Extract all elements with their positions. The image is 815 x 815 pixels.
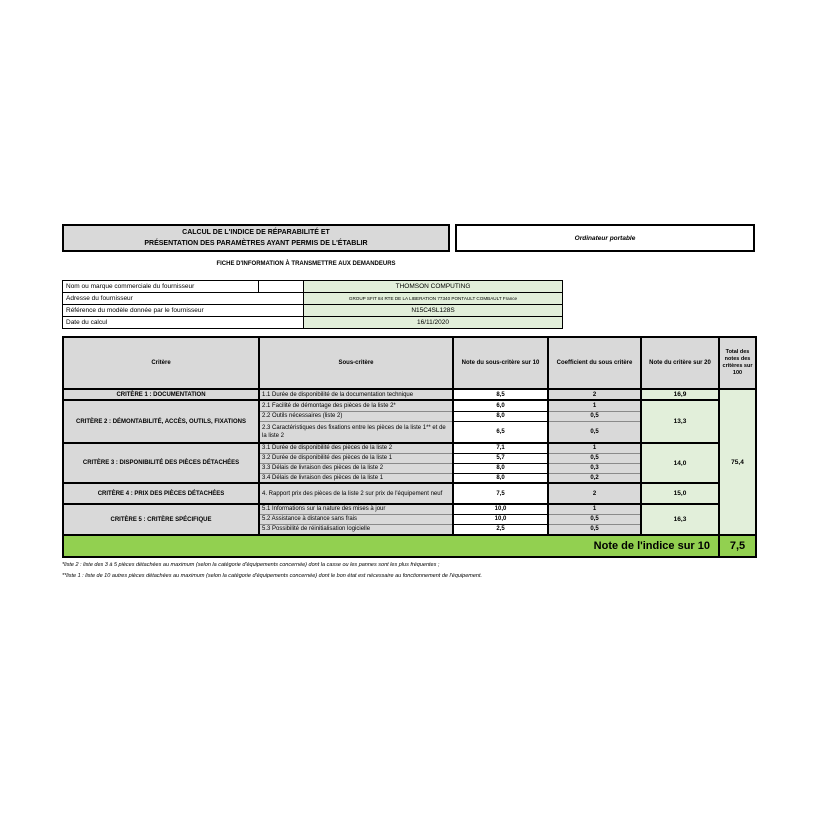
- criterion-score-cell: 13,3: [641, 400, 719, 443]
- document-title-line1: CALCUL DE L'INDICE DE RÉPARABILITÉ ET: [182, 229, 330, 236]
- score-table: [62, 336, 757, 558]
- subcriterion-label-cell: 1.1 Durée de disponibilité de la documentation technique: [259, 389, 453, 400]
- subcriterion-note-cell: 10,0: [453, 504, 548, 514]
- subcriterion-note-cell: 8,0: [453, 411, 548, 421]
- document-title-box: [62, 224, 450, 252]
- footnote-liste2: *liste 2 : liste des 3 à 5 pièces détachées au maximum (selon la catégorie d'équipements concernée) dont la casse ou les pannes sont les plus fréquentes ;: [62, 562, 440, 568]
- final-score-value: 7,5: [719, 535, 756, 557]
- coefficient-cell: 1: [548, 504, 641, 514]
- supplier-address-value: GROUP SFIT 84 RTE DE LA LIBERATION 77340 PONTAULT COMBAULT France: [304, 293, 563, 305]
- coefficient-cell: 1: [548, 400, 641, 411]
- coefficient-cell: 1: [548, 443, 641, 453]
- table-row: [63, 400, 756, 411]
- subcriterion-note-cell: 6,5: [453, 421, 548, 443]
- final-score-label: Note de l'indice sur 10: [63, 535, 719, 557]
- coefficient-cell: 0,2: [548, 473, 641, 483]
- table-row: [63, 389, 756, 400]
- supplier-address-label: Adresse du fournisseur: [63, 293, 304, 305]
- subcriterion-label-cell: 3.2 Durée de disponibilité des pièces de la liste 1: [259, 453, 453, 463]
- subcriterion-label-cell: 2.2 Outils nécessaires (liste 2): [259, 411, 453, 421]
- calculation-date-row: [63, 317, 563, 329]
- model-reference-value: N15C4SL128S: [304, 305, 563, 317]
- subcriterion-note-cell: 6,0: [453, 400, 548, 411]
- subcriterion-label-cell: 4. Rapport prix des pièces de la liste 2 sur prix de l'équipement neuf: [259, 483, 453, 504]
- subcriterion-label-cell: 3.4 Délais de livraison des pièces de la liste 1: [259, 473, 453, 483]
- footnote-liste1: **liste 1 : liste de 10 autres pièces détachées au maximum (selon la catégorie d'équipements concernée) dont le bon état est nécessaire au fonctionnement de l'équipement.: [62, 573, 483, 579]
- subcriterion-note-cell: 10,0: [453, 514, 548, 524]
- subcriterion-note-cell: 8,5: [453, 389, 548, 400]
- table-row: [63, 443, 756, 453]
- criterion-name-cell: CRITÈRE 2 : DÉMONTABILITÉ, ACCÈS, OUTILS, FIXATIONS: [63, 400, 259, 443]
- subcriterion-note-cell: 8,0: [453, 463, 548, 473]
- subcriterion-note-cell: 8,0: [453, 473, 548, 483]
- spacer-cell: [259, 281, 304, 293]
- supplier-info-table: [62, 280, 563, 329]
- supplier-address-row: [63, 293, 563, 305]
- document-title-line2: PRÉSENTATION DES PARAMÈTRES AYANT PERMIS DE L'ÉTABLIR: [144, 240, 368, 247]
- subcriterion-note-cell: 7,1: [453, 443, 548, 453]
- model-reference-row: [63, 305, 563, 317]
- calculation-date-value: 16/11/2020: [304, 317, 563, 329]
- score-table-header-row: [63, 337, 756, 389]
- subcriterion-label-cell: 2.1 Facilité de démontage des pièces de la liste 2*: [259, 400, 453, 411]
- subcriterion-note-cell: 5,7: [453, 453, 548, 463]
- col-header-sous-critere: Sous-critère: [259, 337, 453, 389]
- supplier-name-row: [63, 281, 563, 293]
- final-index-row: [63, 535, 756, 557]
- model-reference-label: Référence du modèle donnée par le fournisseur: [63, 305, 304, 317]
- product-type-label: Ordinateur portable: [574, 234, 636, 242]
- footnotes: [62, 560, 762, 582]
- criterion-score-cell: 14,0: [641, 443, 719, 483]
- supplier-name-label: Nom ou marque commerciale du fournisseur: [63, 281, 259, 293]
- criterion-score-cell: 15,0: [641, 483, 719, 504]
- col-header-total-sur-100: Total des notes des critères sur 100: [719, 337, 756, 389]
- criterion-name-cell: CRITÈRE 5 : CRITÈRE SPÉCIFIQUE: [63, 504, 259, 535]
- subcriterion-note-cell: 7,5: [453, 483, 548, 504]
- subcriterion-label-cell: 2.3 Caractéristiques des fixations entre les pièces de la liste 1** et de la liste 2: [259, 421, 453, 443]
- subcriterion-label-cell: 5.1 Informations sur la nature des mises à jour: [259, 504, 453, 514]
- coefficient-cell: 0,5: [548, 514, 641, 524]
- criterion-score-cell: 16,3: [641, 504, 719, 535]
- criterion-name-cell: CRITÈRE 1 : DOCUMENTATION: [63, 389, 259, 400]
- supplier-name-value: THOMSON COMPUTING: [304, 281, 563, 293]
- subcriterion-note-cell: 2,5: [453, 524, 548, 535]
- product-type-box: [455, 224, 755, 252]
- calculation-date-label: Date du calcul: [63, 317, 304, 329]
- document-subtitle: FICHE D'INFORMATION À TRANSMETTRE AUX DEMANDEURS: [216, 261, 396, 267]
- col-header-critere: Critère: [63, 337, 259, 389]
- subcriterion-label-cell: 5.3 Possibilité de réinitialisation logicielle: [259, 524, 453, 535]
- coefficient-cell: 0,5: [548, 524, 641, 535]
- total-score-cell: 75,4: [719, 389, 756, 535]
- coefficient-cell: 0,5: [548, 421, 641, 443]
- subcriterion-label-cell: 3.1 Durée de disponibilité des pièces de la liste 2: [259, 443, 453, 453]
- col-header-coefficient: Coefficient du sous critère: [548, 337, 641, 389]
- coefficient-cell: 0,3: [548, 463, 641, 473]
- subcriterion-label-cell: 5.2 Assistance à distance sans frais: [259, 514, 453, 524]
- criterion-name-cell: CRITÈRE 4 : PRIX DES PIÈCES DÉTACHÉES: [63, 483, 259, 504]
- criterion-score-cell: 16,9: [641, 389, 719, 400]
- coefficient-cell: 0,5: [548, 411, 641, 421]
- subcriterion-label-cell: 3.3 Délais de livraison des pièces de la liste 2: [259, 463, 453, 473]
- col-header-note-sur-10: Note du sous-critère sur 10: [453, 337, 548, 389]
- col-header-note-sur-20: Note du critère sur 20: [641, 337, 719, 389]
- table-row: [63, 483, 756, 504]
- table-row: [63, 504, 756, 514]
- coefficient-cell: 0,5: [548, 453, 641, 463]
- coefficient-cell: 2: [548, 483, 641, 504]
- coefficient-cell: 2: [548, 389, 641, 400]
- criterion-name-cell: CRITÈRE 3 : DISPONIBILITÉ DES PIÈCES DÉTACHÉES: [63, 443, 259, 483]
